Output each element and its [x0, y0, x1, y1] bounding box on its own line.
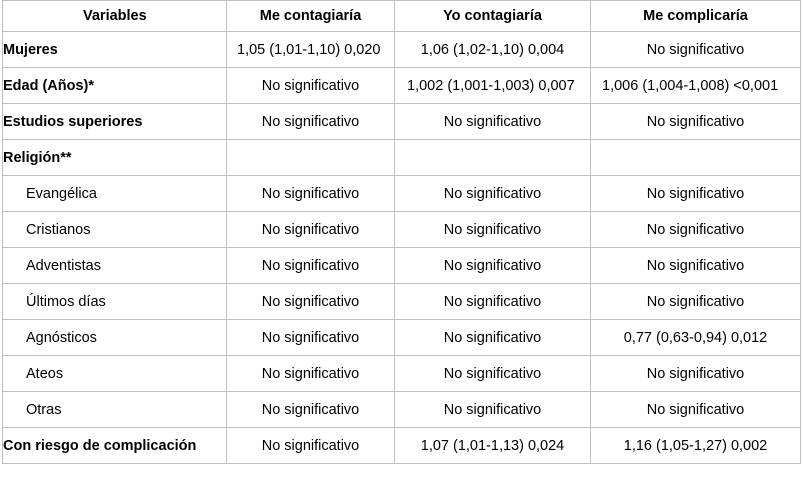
row-label: Agnósticos [3, 320, 227, 356]
table-row [3, 284, 801, 320]
cell-value: No significativo [591, 392, 801, 428]
row-label: Con riesgo de complicación [3, 428, 227, 464]
row-label: Cristianos [3, 212, 227, 248]
table-row [3, 392, 801, 428]
row-label: Ateos [3, 356, 227, 392]
cell-value: 1,05 (1,01-1,10) 0,020 [227, 32, 395, 68]
cell-value: No significativo [395, 212, 591, 248]
cell-value: No significativo [395, 320, 591, 356]
cell-value: No significativo [227, 284, 395, 320]
table-row [3, 68, 801, 104]
row-label: Estudios superiores [3, 104, 227, 140]
cell-value: No significativo [591, 212, 801, 248]
table-row [3, 104, 801, 140]
cell-value: No significativo [227, 248, 395, 284]
cell-value: 1,006 (1,004-1,008) <0,001 [591, 68, 801, 104]
cell-value: No significativo [395, 392, 591, 428]
cell-value: 1,07 (1,01-1,13) 0,024 [395, 428, 591, 464]
header-yo-contagiaria: Yo contagiaría [395, 1, 591, 32]
cell-value: No significativo [591, 356, 801, 392]
results-table [2, 0, 801, 464]
row-label: Últimos días [3, 284, 227, 320]
cell-value: No significativo [591, 176, 801, 212]
cell-value: No significativo [395, 248, 591, 284]
empty-cell [591, 140, 801, 176]
cell-value: No significativo [395, 356, 591, 392]
cell-value: 1,002 (1,001-1,003) 0,007 [395, 68, 591, 104]
empty-cell [227, 140, 395, 176]
cell-value: 0,77 (0,63-0,94) 0,012 [591, 320, 801, 356]
cell-value: No significativo [395, 104, 591, 140]
table-row [3, 428, 801, 464]
table-row [3, 176, 801, 212]
row-label: Evangélica [3, 176, 227, 212]
cell-value: No significativo [227, 176, 395, 212]
cell-value: No significativo [227, 320, 395, 356]
cell-value: No significativo [395, 176, 591, 212]
cell-value: No significativo [591, 32, 801, 68]
cell-value: No significativo [591, 104, 801, 140]
row-label: Mujeres [3, 32, 227, 68]
table-row [3, 212, 801, 248]
header-me-complicaria: Me complicaría [591, 1, 801, 32]
cell-value: No significativo [227, 104, 395, 140]
header-row [3, 1, 801, 32]
row-label: Adventistas [3, 248, 227, 284]
table-row-section [3, 140, 801, 176]
empty-cell [395, 140, 591, 176]
cell-value: No significativo [227, 68, 395, 104]
cell-value: 1,16 (1,05-1,27) 0,002 [591, 428, 801, 464]
cell-value: No significativo [227, 212, 395, 248]
section-label: Religión** [3, 140, 227, 176]
cell-value: No significativo [591, 284, 801, 320]
table-row [3, 32, 801, 68]
row-label: Edad (Años)* [3, 68, 227, 104]
cell-value: No significativo [227, 428, 395, 464]
cell-value: No significativo [227, 392, 395, 428]
header-variables: Variables [3, 1, 227, 32]
cell-value: No significativo [227, 356, 395, 392]
cell-value: 1,06 (1,02-1,10) 0,004 [395, 32, 591, 68]
table-row [3, 248, 801, 284]
table-row [3, 320, 801, 356]
header-me-contagiaria: Me contagiaría [227, 1, 395, 32]
cell-value: No significativo [591, 248, 801, 284]
row-label: Otras [3, 392, 227, 428]
table-row [3, 356, 801, 392]
cell-value: No significativo [395, 284, 591, 320]
